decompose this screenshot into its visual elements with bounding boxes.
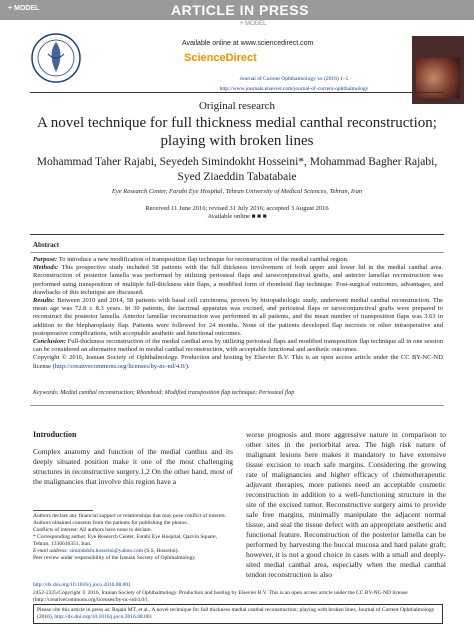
abstract-conclusion bbox=[33, 338, 443, 354]
email-link[interactable]: simindokht.hosseini@yahoo.com bbox=[69, 548, 143, 554]
results-label: Results: bbox=[33, 297, 55, 305]
copyright-text: Copyright © 2016, Iranian Society of Ophthalmology. Production and hosting by Elsevier B.V. This is an open access article under the CC BY-NC-ND license ( bbox=[33, 354, 443, 370]
available-online: Available online at www.sciencedirect.com bbox=[182, 40, 314, 47]
keywords bbox=[33, 390, 443, 396]
footnote: Authors declare any financial support or relationships that may pose conflict of interest. bbox=[33, 513, 227, 519]
results-text: Between 2010 and 2014, 58 patients with basal cell carcinoma, proven by histopathologic study, underwent medial canthal reconstruction. The mean age was 72.8 ± 8.3 years. In 30 patients, the lacrimal apparatus was excised, and periosteal flaps or tarsoconjunctival grafts were prepared to reconstruct the posterior lamella. Anterior lamellar reconstruction was performed in all patients, and the mean number of transposition flaps was 3.63 in addition to the blepharoplasty flap. Patients were followed for 24 months. None of the patients developed flap necrosis or other intraoperative and postoperative complications, with acceptable aesthetic and functional outcomes. bbox=[33, 297, 443, 337]
methods-text: This prospective study included 58 patients with the full thickness involvement of both upper and lower lid in the medial canthal area. Reconstruction of posterior lamella was performed by utilizing periosteal flaps and tarsoconjunctival grafts, and anterior lamellar reconstruction was performed using transposition of multiple full-thickness skin flaps, a modified form of rhomboid flap technique. Post-surgical outcomes, advantages, and drawbacks of this technique are discussed. bbox=[33, 264, 443, 296]
divider bbox=[30, 234, 444, 235]
author-list: Mohammad Taher Rajabi, Seyedeh Simindokht Hosseini*, Mohammad Bagher Rajabi, Syed Ziaeddin Tabatabaie bbox=[36, 156, 438, 183]
model-tag: + MODEL bbox=[8, 5, 40, 12]
email-label: E-mail address: bbox=[33, 548, 69, 554]
purpose-label: Purpose: bbox=[33, 256, 58, 263]
keywords-label: Keywords: bbox=[33, 390, 59, 396]
divider bbox=[30, 252, 444, 253]
conclusion-text: Full-thickness reconstruction of the medial canthal area by utilizing periosteal flaps and modified transposition flap technique all in one session can be considered an alternative method in medial canthal reconstruction, with acceptable functional and aesthetic outcomes. bbox=[33, 338, 444, 354]
email-footnote bbox=[33, 548, 233, 555]
email-name: (S.S. Hosseini). bbox=[144, 548, 179, 554]
conclusion-label: Conclusion: bbox=[33, 338, 66, 346]
abstract-results bbox=[33, 297, 443, 338]
keywords-text: Medial canthal reconstruction; Rhomboid; Modified transposition flap technique; Periosteal flap bbox=[60, 390, 295, 396]
journal-citation: Journal of Current Ophthalmology xx (2016) 1–5 bbox=[239, 76, 349, 82]
footnote-rule bbox=[33, 510, 93, 511]
affiliation: Eye Research Center, Farabi Eye Hospital, Tehran University of Medical Sciences, Tehran, Iran bbox=[111, 188, 363, 195]
methods-label: Methods: bbox=[33, 264, 59, 272]
introduction-left-column: Complex anatomy and function of the medial canthus and its deeply situated position make it one of the most challenging structures in reconstructive surgery.1,2 On the other hand, most of the malignancies that involve this region have a bbox=[33, 447, 233, 486]
article-in-press-label: ARTICLE IN PRESS bbox=[171, 2, 309, 18]
divider bbox=[30, 92, 444, 93]
footnote: Conflicts of interest: All authors have none to declare. bbox=[33, 527, 152, 533]
article-title: A novel technique for full thickness medial canthal reconstruction; playing with broken lines bbox=[37, 115, 437, 149]
footnote: Authors obtained consents from the patients for publishing the photos. bbox=[33, 520, 188, 526]
issn-copyright: 2452-2325/Copyright © 2016, Iranian Society of Ophthalmology. Production and hosting by Elsevier B.V. This is an open access article under the CC BY-NC-ND license (http://creativecommons.org/licenses/by-nc-nd/4.0/). bbox=[33, 590, 408, 603]
journal-seal-icon bbox=[30, 32, 82, 84]
divider bbox=[30, 405, 444, 406]
citation-text: Please cite this article in press as: Rajabi MT, et al., A novel technique for full thickness medial canthal reconstruction; playing with broken lines, Journal of Current Ophthalmology (2016), bbox=[37, 607, 435, 620]
article-type: Original research bbox=[198, 100, 276, 112]
citation-box bbox=[33, 604, 443, 624]
doi-link[interactable]: http://dx.doi.org/10.1016/j.joco.2016.08.001 bbox=[33, 582, 131, 588]
abstract-heading: Abstract bbox=[33, 241, 60, 249]
introduction-heading: Introduction bbox=[33, 430, 77, 439]
model-tag-small: + MODEL bbox=[240, 21, 267, 27]
abstract-copyright bbox=[33, 354, 443, 370]
available-online-date: Available online ■ ■ ■ bbox=[207, 213, 267, 220]
article-dates bbox=[30, 205, 444, 221]
received-dates: Received 11 June 2016; revised 31 July 2016; accepted 3 August 2016 bbox=[145, 205, 329, 212]
abstract-purpose bbox=[33, 256, 443, 264]
footnote: Peer review under responsibility of the Iranian Society of Ophthalmology. bbox=[33, 555, 197, 561]
corresponding-author-note: * Corresponding author. Eye Research Center, Farabi Eye Hospital, Qazvin Square, Tehran, 1336616351, Iran. bbox=[33, 534, 217, 547]
abstract-methods bbox=[33, 264, 443, 297]
citation-doi-link[interactable]: http://dx.doi.org/10.1016/j.joco.2016.08.001 bbox=[54, 614, 153, 620]
footnotes bbox=[33, 513, 233, 562]
license-link[interactable]: http://creativecommons.org/licenses/by-nc-nd/4.0/ bbox=[54, 362, 186, 370]
introduction-right-column: worse prognosis and more aggressive nature in comparison to other sites in the periorbital area. The high risk nature of malignant lesions here makes it mandatory to have extensive tissue excision to reach safe margins. Considering the growing rate of malignancies and higher efficacy of chemotherapeutic adjuvant therapies, more patients need an acceptable cosmetic reconstruction in addition to a well-functioning structure in the site of the excised tumor. Reconstructive surgery aims to provide safe free margins, minimally manipulate the adjacent normal tissue, and seal the tissue defect with an appropriate aesthetic and functional feature. Reconstruction of the posterior lamella can be performed by harvesting the buccal mucosa and hard palate graft; however, it is not a good choice in cases with a small and deeply-sited medial canthal area, especially when the medial canthal tendon reconstruction is also bbox=[246, 430, 446, 579]
copyright-end: ). bbox=[185, 362, 190, 370]
abstract-body bbox=[33, 256, 443, 371]
sciencedirect-logo[interactable]: ScienceDirect bbox=[184, 52, 257, 64]
purpose-text: To introduce a new modification of transposition flap technique for reconstruction of the medial canthal region. bbox=[58, 256, 349, 263]
journal-url-link[interactable]: http://www.journals.elsevier.com/journal-of-current-ophthalmology bbox=[219, 86, 369, 92]
